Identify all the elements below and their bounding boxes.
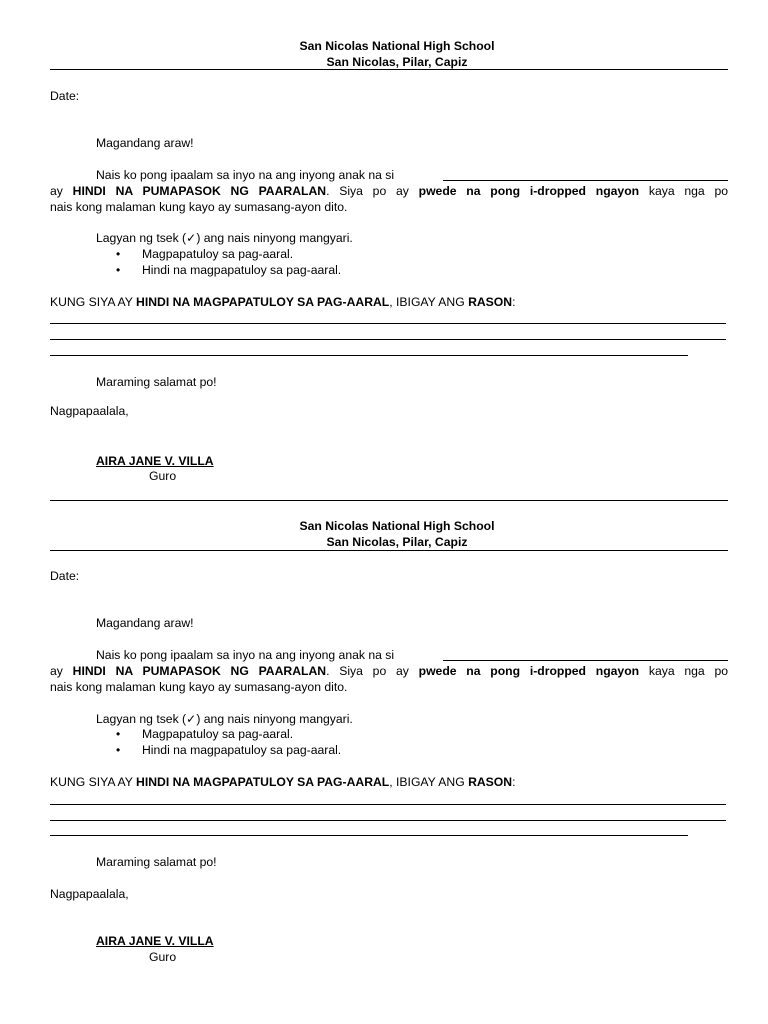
school-address: San Nicolas, Pilar, Capiz bbox=[326, 55, 468, 69]
school-name: San Nicolas National High School bbox=[299, 39, 495, 53]
thanks: Maraming salamat po! bbox=[96, 855, 217, 869]
option-continue[interactable]: Magpapatuloy sa pag-aaral. bbox=[142, 247, 294, 261]
paragraph-line-2: ay HINDI NA PUMAPASOK NG PAARALAN. Siya po ay pwede na pong i-dropped ngayon kaya nga po bbox=[50, 664, 729, 678]
not-attending-emphasis: HINDI NA PUMAPASOK NG PAARALAN bbox=[72, 184, 327, 198]
signatory-title: Guro bbox=[149, 950, 177, 964]
closing: Nagpapaalala, bbox=[50, 404, 129, 418]
signatory-name: AIRA JANE V. VILLA bbox=[96, 934, 214, 948]
header-divider bbox=[50, 550, 728, 551]
greeting: Magandang araw! bbox=[96, 136, 194, 150]
reason-prompt: KUNG SIYA AY HINDI NA MAGPAPATULOY SA PAG-AARAL, IBIGAY ANG RASON: bbox=[50, 775, 516, 789]
bullet-icon: • bbox=[116, 727, 121, 741]
letter-separator bbox=[50, 500, 728, 501]
dropped-emphasis: pwede na pong i-dropped ngayon bbox=[418, 184, 640, 198]
paragraph-line-3: nais kong malaman kung kayo ay sumasang-ayon dito. bbox=[50, 200, 348, 214]
instruction: Lagyan ng tsek (✓) ang nais ninyong mangyari. bbox=[96, 712, 353, 726]
instruction: Lagyan ng tsek (✓) ang nais ninyong mangyari. bbox=[96, 231, 353, 245]
bullet-icon: • bbox=[116, 263, 121, 277]
school-name: San Nicolas National High School bbox=[299, 519, 495, 533]
thanks: Maraming salamat po! bbox=[96, 375, 217, 389]
school-address: San Nicolas, Pilar, Capiz bbox=[326, 535, 468, 549]
paragraph-line-1 bbox=[96, 168, 394, 182]
student-name-blank[interactable] bbox=[443, 660, 728, 661]
closing: Nagpapaalala, bbox=[50, 887, 129, 901]
bullet-icon: • bbox=[116, 247, 121, 261]
paragraph-line-2: ay HINDI NA PUMAPASOK NG PAARALAN. Siya po ay pwede na pong i-dropped ngayon kaya nga po bbox=[50, 184, 729, 198]
reason-line-3[interactable] bbox=[50, 355, 688, 356]
paragraph-line-1 bbox=[96, 648, 394, 662]
reason-line-1[interactable] bbox=[50, 323, 726, 324]
student-name-blank[interactable] bbox=[443, 180, 728, 181]
greeting: Magandang araw! bbox=[96, 616, 194, 630]
reason-line-2[interactable] bbox=[50, 339, 726, 340]
option-discontinue[interactable]: Hindi na magpapatuloy sa pag-aaral. bbox=[142, 743, 342, 757]
reason-prompt: KUNG SIYA AY HINDI NA MAGPAPATULOY SA PAG-AARAL, IBIGAY ANG RASON: bbox=[50, 295, 516, 309]
signatory-name: AIRA JANE V. VILLA bbox=[96, 454, 214, 468]
reason-line-1[interactable] bbox=[50, 804, 726, 805]
option-continue[interactable]: Magpapatuloy sa pag-aaral. bbox=[142, 727, 294, 741]
not-attending-emphasis: HINDI NA PUMAPASOK NG PAARALAN bbox=[72, 664, 327, 678]
bullet-icon: • bbox=[116, 743, 121, 757]
dropped-emphasis: pwede na pong i-dropped ngayon bbox=[418, 664, 640, 678]
paragraph-intro: Nais ko pong ipaalam sa inyo na ang inyong anak na si bbox=[96, 168, 395, 182]
paragraph-line-3: nais kong malaman kung kayo ay sumasang-ayon dito. bbox=[50, 680, 348, 694]
option-discontinue[interactable]: Hindi na magpapatuloy sa pag-aaral. bbox=[142, 263, 342, 277]
signatory-title: Guro bbox=[149, 469, 177, 483]
reason-line-3[interactable] bbox=[50, 835, 688, 836]
reason-line-2[interactable] bbox=[50, 820, 726, 821]
paragraph-intro: Nais ko pong ipaalam sa inyo na ang inyong anak na si bbox=[96, 648, 395, 662]
date-label: Date: bbox=[50, 89, 80, 103]
header-divider bbox=[50, 69, 728, 70]
date-label: Date: bbox=[50, 569, 80, 583]
